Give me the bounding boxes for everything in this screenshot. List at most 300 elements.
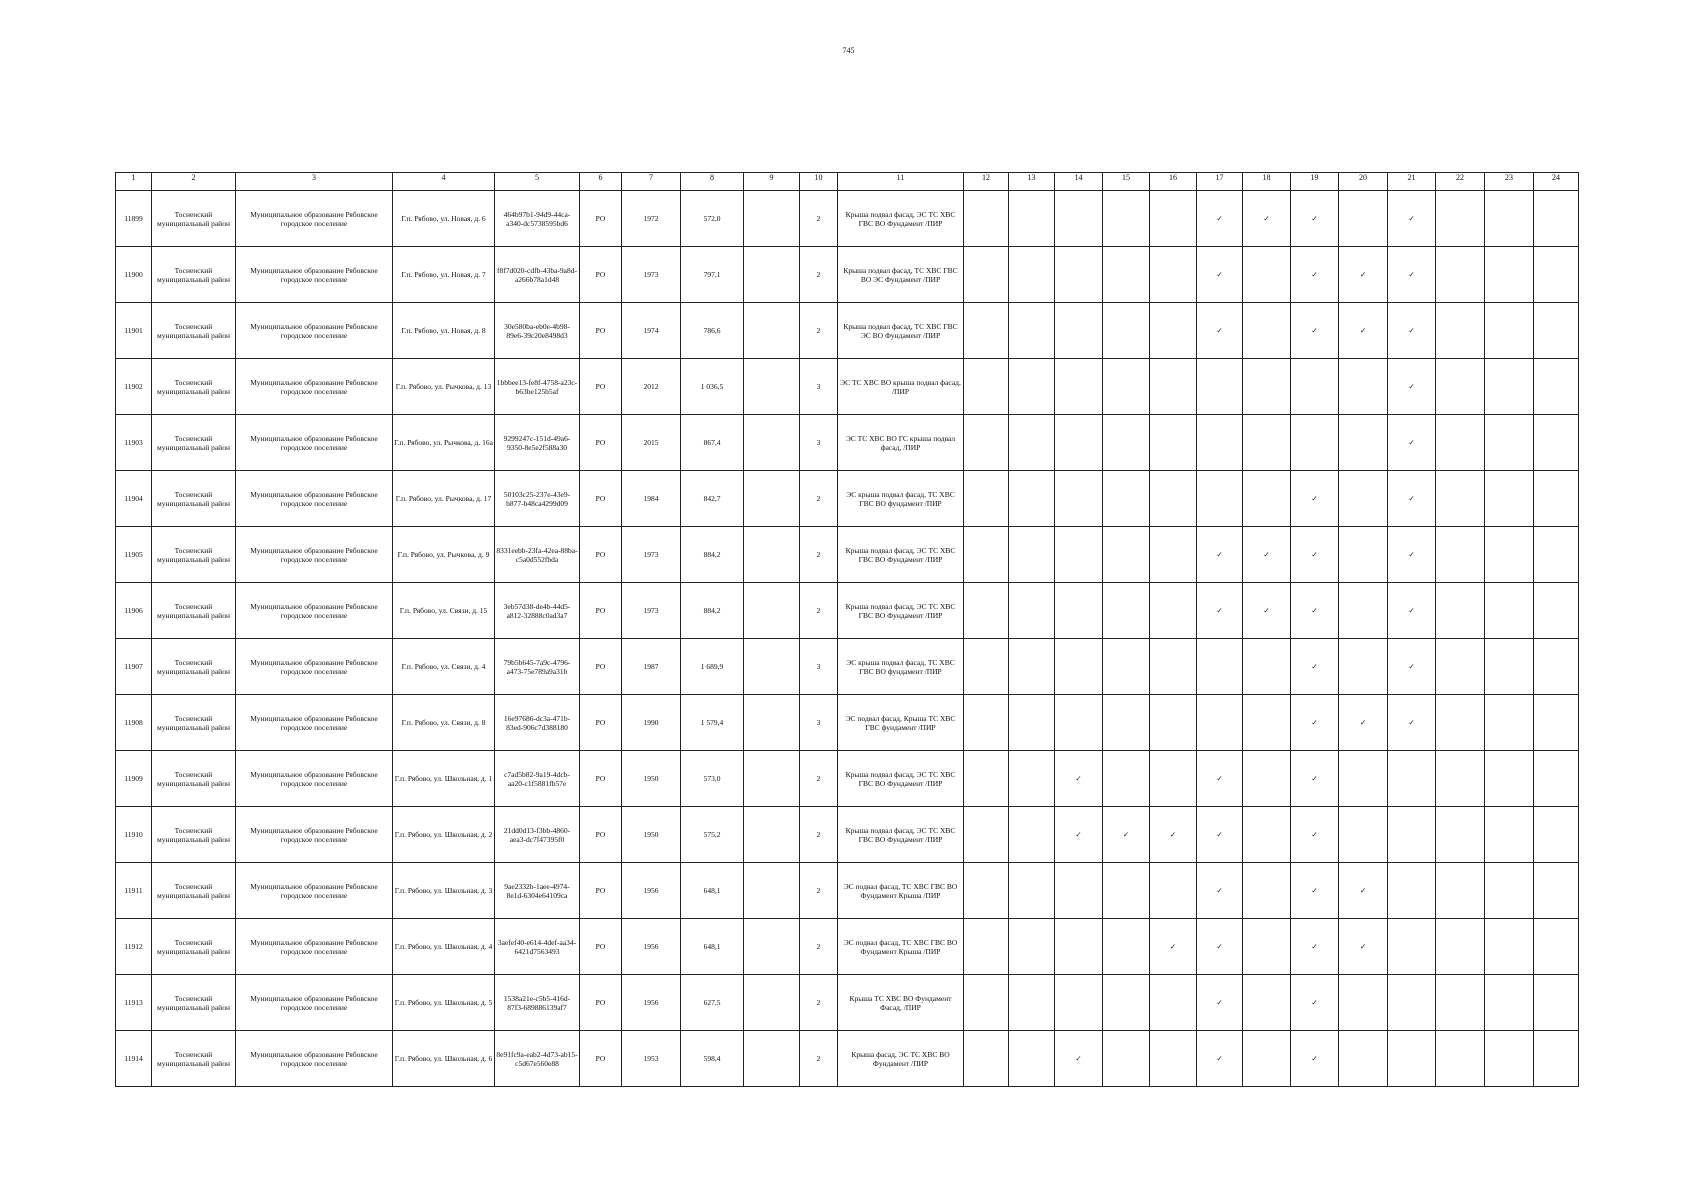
empty-cell: [964, 975, 1009, 1031]
year-cell: 1956: [622, 975, 681, 1031]
empty-cell: [1197, 359, 1243, 415]
empty-cell: [1009, 247, 1055, 303]
empty-cell: [1339, 471, 1388, 527]
empty-cell: [1534, 247, 1579, 303]
year-cell: 1950: [622, 751, 681, 807]
check-icon: ✓: [1243, 527, 1291, 583]
works-cell: Крыша ТС ХВС ВО Фундамент Фасад, /ПИР: [838, 975, 964, 1031]
year-cell: 1956: [622, 863, 681, 919]
district-cell: Тосненский муниципальный район: [152, 583, 236, 639]
empty-cell: [1534, 807, 1579, 863]
empty-cell: [964, 303, 1009, 359]
empty-cell: [1009, 975, 1055, 1031]
guid-cell: 8e91fc9a-eab2-4d73-ab15-c5d67e560e88: [495, 1031, 580, 1087]
column-header: 23: [1485, 173, 1534, 191]
check-icon: ✓: [1197, 863, 1243, 919]
empty-cell: [1436, 919, 1485, 975]
district-cell: Тосненский муниципальный район: [152, 303, 236, 359]
check-icon: ✓: [1197, 583, 1243, 639]
empty-cell: [1436, 471, 1485, 527]
empty-cell: [1534, 1031, 1579, 1087]
area-cell: 1 689,9: [681, 639, 744, 695]
municipality-cell: Муниципальное образование Рябовское городское поселение: [236, 303, 393, 359]
empty-cell: [1436, 863, 1485, 919]
empty-cell: [1243, 807, 1291, 863]
guid-cell: 9299247c-151d-49a6-9350-8e5e2f588a30: [495, 415, 580, 471]
table-row: [116, 583, 1579, 639]
column-header: 4: [393, 173, 495, 191]
address-cell: Г.п. Рябово, ул. Связи, д. 8: [393, 695, 495, 751]
empty-cell: [1055, 975, 1103, 1031]
empty-cell: [1055, 471, 1103, 527]
guid-cell: 50103c25-237e-43e9-b877-b48ca4299d09: [495, 471, 580, 527]
area-cell: 797,1: [681, 247, 744, 303]
address-cell: Г.п. Рябово, ул. Связи, д. 15: [393, 583, 495, 639]
check-icon: ✓: [1197, 1031, 1243, 1087]
empty-cell: [1150, 527, 1197, 583]
empty-cell: [1103, 863, 1150, 919]
check-icon: ✓: [1150, 919, 1197, 975]
empty-cell: [1339, 583, 1388, 639]
year-cell: 1974: [622, 303, 681, 359]
empty-cell: [1436, 807, 1485, 863]
district-cell: Тосненский муниципальный район: [152, 415, 236, 471]
municipality-cell: Муниципальное образование Рябовское городское поселение: [236, 1031, 393, 1087]
year-cell: 1990: [622, 695, 681, 751]
column-header: 1: [116, 173, 152, 191]
floors-cell: 2: [800, 1031, 838, 1087]
empty-cell: [1103, 975, 1150, 1031]
empty-cell: [1485, 583, 1534, 639]
column-9-cell: [744, 415, 800, 471]
empty-cell: [1485, 1031, 1534, 1087]
empty-cell: [1055, 415, 1103, 471]
empty-cell: [1055, 359, 1103, 415]
empty-cell: [1243, 303, 1291, 359]
municipality-cell: Муниципальное образование Рябовское городское поселение: [236, 751, 393, 807]
municipality-cell: Муниципальное образование Рябовское городское поселение: [236, 695, 393, 751]
column-9-cell: [744, 639, 800, 695]
type-cell: РО: [580, 863, 622, 919]
works-cell: Крыша подвал фасад, ЭС ТС ХВС ГВС ВО Фундамент /ПИР: [838, 191, 964, 247]
year-cell: 1972: [622, 191, 681, 247]
works-cell: ЭС подвал фасад, Крыша ТС ХВС ГВС фундамент /ПИР: [838, 695, 964, 751]
row-number: 11913: [116, 975, 152, 1031]
check-icon: ✓: [1388, 359, 1436, 415]
works-cell: Крыша подвал фасад, ЭС ТС ХВС ГВС ВО Фундамент /ПИР: [838, 583, 964, 639]
guid-cell: 1538a21e-c5b5-416d-87f3-689886139af7: [495, 975, 580, 1031]
works-cell: Крыша фасад, ЭС ТС ХВС ВО Фундамент /ПИР: [838, 1031, 964, 1087]
empty-cell: [1339, 191, 1388, 247]
empty-cell: [1485, 471, 1534, 527]
check-icon: ✓: [1388, 639, 1436, 695]
empty-cell: [1485, 975, 1534, 1031]
type-cell: РО: [580, 527, 622, 583]
area-cell: 1 579,4: [681, 695, 744, 751]
table-row: [116, 919, 1579, 975]
check-icon: ✓: [1291, 471, 1339, 527]
floors-cell: 2: [800, 863, 838, 919]
table-row: [116, 191, 1579, 247]
check-icon: ✓: [1388, 695, 1436, 751]
column-9-cell: [744, 863, 800, 919]
empty-cell: [1243, 359, 1291, 415]
empty-cell: [1009, 863, 1055, 919]
empty-cell: [1103, 415, 1150, 471]
empty-cell: [1339, 639, 1388, 695]
address-cell: Г.п. Рябово, ул. Связи, д. 4: [393, 639, 495, 695]
municipality-cell: Муниципальное образование Рябовское городское поселение: [236, 527, 393, 583]
check-icon: ✓: [1291, 303, 1339, 359]
empty-cell: [1534, 471, 1579, 527]
empty-cell: [1055, 191, 1103, 247]
empty-cell: [1243, 751, 1291, 807]
empty-cell: [1009, 919, 1055, 975]
empty-cell: [1534, 359, 1579, 415]
row-number: 11914: [116, 1031, 152, 1087]
empty-cell: [1485, 863, 1534, 919]
empty-cell: [1243, 919, 1291, 975]
row-number: 11908: [116, 695, 152, 751]
type-cell: РО: [580, 415, 622, 471]
empty-cell: [1534, 695, 1579, 751]
empty-cell: [1291, 415, 1339, 471]
empty-cell: [1436, 415, 1485, 471]
empty-cell: [1485, 303, 1534, 359]
empty-cell: [1436, 975, 1485, 1031]
check-icon: ✓: [1291, 919, 1339, 975]
empty-cell: [1534, 919, 1579, 975]
empty-cell: [1485, 919, 1534, 975]
guid-cell: 9ae2332b-1aee-4974-8e1d-6304e64109ca: [495, 863, 580, 919]
empty-cell: [1485, 191, 1534, 247]
municipality-cell: Муниципальное образование Рябовское городское поселение: [236, 247, 393, 303]
guid-cell: 1bbbee13-fe8f-4758-a23c-b63be125b5af: [495, 359, 580, 415]
empty-cell: [1103, 919, 1150, 975]
empty-cell: [1197, 639, 1243, 695]
column-9-cell: [744, 975, 800, 1031]
column-header: 17: [1197, 173, 1243, 191]
floors-cell: 2: [800, 471, 838, 527]
empty-cell: [1534, 639, 1579, 695]
area-cell: 786,6: [681, 303, 744, 359]
guid-cell: 8331eebb-23fa-42ea-88ba-c5a0d552fbda: [495, 527, 580, 583]
year-cell: 2015: [622, 415, 681, 471]
empty-cell: [1009, 527, 1055, 583]
check-icon: ✓: [1291, 583, 1339, 639]
works-cell: ЭС ТС ХВС ВО ГС крыша подвал фасад, /ПИР: [838, 415, 964, 471]
district-cell: Тосненский муниципальный район: [152, 863, 236, 919]
column-9-cell: [744, 527, 800, 583]
column-header: 2: [152, 173, 236, 191]
district-cell: Тосненский муниципальный район: [152, 807, 236, 863]
empty-cell: [1103, 247, 1150, 303]
address-cell: Г.п. Рябово, ул. Школьная, д. 1: [393, 751, 495, 807]
column-9-cell: [744, 695, 800, 751]
year-cell: 1984: [622, 471, 681, 527]
check-icon: ✓: [1291, 247, 1339, 303]
table-row: [116, 303, 1579, 359]
empty-cell: [1436, 527, 1485, 583]
address-cell: Г.п. Рябово, ул. Рычкова, д. 13: [393, 359, 495, 415]
row-number: 11902: [116, 359, 152, 415]
empty-cell: [1243, 639, 1291, 695]
column-9-cell: [744, 303, 800, 359]
empty-cell: [1339, 1031, 1388, 1087]
municipality-cell: Муниципальное образование Рябовское городское поселение: [236, 639, 393, 695]
year-cell: 1973: [622, 527, 681, 583]
district-cell: Тосненский муниципальный район: [152, 191, 236, 247]
column-header: 10: [800, 173, 838, 191]
empty-cell: [1009, 471, 1055, 527]
check-icon: ✓: [1150, 807, 1197, 863]
district-cell: Тосненский муниципальный район: [152, 639, 236, 695]
empty-cell: [1150, 863, 1197, 919]
column-header: 15: [1103, 173, 1150, 191]
floors-cell: 2: [800, 191, 838, 247]
empty-cell: [1150, 247, 1197, 303]
area-cell: 572,0: [681, 191, 744, 247]
row-number: 11905: [116, 527, 152, 583]
column-header: 14: [1055, 173, 1103, 191]
empty-cell: [1150, 583, 1197, 639]
check-icon: ✓: [1388, 247, 1436, 303]
guid-cell: 79b5b645-7a9c-4796-a473-75e789a9a31b: [495, 639, 580, 695]
year-cell: 2012: [622, 359, 681, 415]
table-row: [116, 695, 1579, 751]
empty-cell: [1534, 303, 1579, 359]
empty-cell: [1055, 919, 1103, 975]
address-cell: Г.п. Рябово, ул. Школьная, д. 4: [393, 919, 495, 975]
column-header: 13: [1009, 173, 1055, 191]
empty-cell: [1103, 303, 1150, 359]
empty-cell: [1485, 807, 1534, 863]
check-icon: ✓: [1291, 863, 1339, 919]
year-cell: 1987: [622, 639, 681, 695]
empty-cell: [1243, 415, 1291, 471]
column-9-cell: [744, 471, 800, 527]
empty-cell: [964, 471, 1009, 527]
address-cell: Г.п. Рябово, ул. Школьная, д. 3: [393, 863, 495, 919]
floors-cell: 2: [800, 919, 838, 975]
guid-cell: 3aefef40-e614-4def-aa34-6421d7563493: [495, 919, 580, 975]
floors-cell: 2: [800, 303, 838, 359]
empty-cell: [1534, 191, 1579, 247]
table-row: [116, 471, 1579, 527]
empty-cell: [1485, 527, 1534, 583]
year-cell: 1953: [622, 1031, 681, 1087]
guid-cell: 30e580ba-eb0e-4b98-89e6-39c20e8498d3: [495, 303, 580, 359]
floors-cell: 3: [800, 415, 838, 471]
area-cell: 573,0: [681, 751, 744, 807]
guid-cell: 21dd0d13-f3bb-4860-aea3-dc7f47395f0: [495, 807, 580, 863]
empty-cell: [1103, 639, 1150, 695]
column-header: 20: [1339, 173, 1388, 191]
empty-cell: [1339, 359, 1388, 415]
empty-cell: [964, 1031, 1009, 1087]
empty-cell: [1009, 303, 1055, 359]
empty-cell: [1485, 415, 1534, 471]
works-cell: ЭС подвал фасад, ТС ХВС ГВС ВО Фундамент Крыша /ПИР: [838, 863, 964, 919]
empty-cell: [1055, 639, 1103, 695]
empty-cell: [1243, 1031, 1291, 1087]
empty-cell: [1103, 527, 1150, 583]
check-icon: ✓: [1339, 303, 1388, 359]
check-icon: ✓: [1388, 303, 1436, 359]
address-cell: Г.п. Рябово, ул. Школьная, д. 6: [393, 1031, 495, 1087]
year-cell: 1956: [622, 919, 681, 975]
empty-cell: [1243, 247, 1291, 303]
check-icon: ✓: [1388, 527, 1436, 583]
table-row: [116, 527, 1579, 583]
check-icon: ✓: [1103, 807, 1150, 863]
guid-cell: 16e97686-dc3a-471b-83ed-906c7d388180: [495, 695, 580, 751]
column-header: 6: [580, 173, 622, 191]
empty-cell: [1485, 247, 1534, 303]
empty-cell: [1436, 751, 1485, 807]
column-header: 16: [1150, 173, 1197, 191]
address-cell: Г.п. Рябово, ул. Новая, д. 8: [393, 303, 495, 359]
check-icon: ✓: [1197, 751, 1243, 807]
empty-cell: [1534, 975, 1579, 1031]
address-cell: Г.п. Рябово, ул. Новая, д. 6: [393, 191, 495, 247]
empty-cell: [1009, 639, 1055, 695]
empty-cell: [1291, 359, 1339, 415]
check-icon: ✓: [1339, 863, 1388, 919]
check-icon: ✓: [1055, 807, 1103, 863]
empty-cell: [1150, 303, 1197, 359]
column-9-cell: [744, 807, 800, 863]
address-cell: Г.п. Рябово, ул. Рычкова, д. 17: [393, 471, 495, 527]
row-number: 11907: [116, 639, 152, 695]
empty-cell: [1055, 303, 1103, 359]
empty-cell: [1485, 639, 1534, 695]
row-number: 11912: [116, 919, 152, 975]
empty-cell: [1534, 527, 1579, 583]
empty-cell: [964, 919, 1009, 975]
empty-cell: [1103, 751, 1150, 807]
check-icon: ✓: [1055, 751, 1103, 807]
column-header: 7: [622, 173, 681, 191]
column-header: 5: [495, 173, 580, 191]
area-cell: 598,4: [681, 1031, 744, 1087]
empty-cell: [964, 639, 1009, 695]
empty-cell: [1103, 471, 1150, 527]
table-body: [116, 191, 1579, 1087]
municipality-cell: Муниципальное образование Рябовское городское поселение: [236, 583, 393, 639]
district-cell: Тосненский муниципальный район: [152, 527, 236, 583]
year-cell: 1973: [622, 583, 681, 639]
column-9-cell: [744, 583, 800, 639]
register-table: [115, 172, 1579, 1087]
floors-cell: 2: [800, 583, 838, 639]
check-icon: ✓: [1197, 303, 1243, 359]
type-cell: РО: [580, 807, 622, 863]
row-number: 11900: [116, 247, 152, 303]
empty-cell: [1009, 359, 1055, 415]
check-icon: ✓: [1197, 191, 1243, 247]
floors-cell: 2: [800, 975, 838, 1031]
table-row: [116, 359, 1579, 415]
table-row: [116, 247, 1579, 303]
district-cell: Тосненский муниципальный район: [152, 919, 236, 975]
check-icon: ✓: [1055, 1031, 1103, 1087]
check-icon: ✓: [1291, 807, 1339, 863]
column-9-cell: [744, 359, 800, 415]
empty-cell: [1436, 303, 1485, 359]
empty-cell: [1150, 975, 1197, 1031]
column-header: 22: [1436, 173, 1485, 191]
district-cell: Тосненский муниципальный район: [152, 247, 236, 303]
column-header: 18: [1243, 173, 1291, 191]
empty-cell: [1103, 695, 1150, 751]
empty-cell: [1339, 807, 1388, 863]
column-9-cell: [744, 919, 800, 975]
empty-cell: [1150, 695, 1197, 751]
row-number: 11904: [116, 471, 152, 527]
empty-cell: [1485, 751, 1534, 807]
column-header: 24: [1534, 173, 1579, 191]
area-cell: 648,1: [681, 919, 744, 975]
type-cell: РО: [580, 639, 622, 695]
municipality-cell: Муниципальное образование Рябовское городское поселение: [236, 191, 393, 247]
check-icon: ✓: [1291, 751, 1339, 807]
row-number: 11901: [116, 303, 152, 359]
floors-cell: 3: [800, 359, 838, 415]
area-cell: 842,7: [681, 471, 744, 527]
empty-cell: [1388, 751, 1436, 807]
works-cell: ЭС подвал фасад, ТС ХВС ГВС ВО Фундамент Крыша /ПИР: [838, 919, 964, 975]
empty-cell: [1009, 191, 1055, 247]
empty-cell: [964, 415, 1009, 471]
check-icon: ✓: [1291, 1031, 1339, 1087]
check-icon: ✓: [1197, 807, 1243, 863]
column-9-cell: [744, 1031, 800, 1087]
type-cell: РО: [580, 751, 622, 807]
address-cell: Г.п. Рябово, ул. Рычкова, д. 9: [393, 527, 495, 583]
empty-cell: [1485, 695, 1534, 751]
address-cell: Г.п. Рябово, ул. Школьная, д. 5: [393, 975, 495, 1031]
empty-cell: [1339, 415, 1388, 471]
area-cell: 884,2: [681, 583, 744, 639]
check-icon: ✓: [1291, 191, 1339, 247]
empty-cell: [1150, 639, 1197, 695]
check-icon: ✓: [1388, 583, 1436, 639]
table-row: [116, 751, 1579, 807]
empty-cell: [1436, 695, 1485, 751]
guid-cell: f8f7d020-cdfb-43ba-9a8d-a266b78a1d48: [495, 247, 580, 303]
municipality-cell: Муниципальное образование Рябовское городское поселение: [236, 471, 393, 527]
row-number: 11906: [116, 583, 152, 639]
empty-cell: [1009, 1031, 1055, 1087]
type-cell: РО: [580, 919, 622, 975]
empty-cell: [1103, 191, 1150, 247]
area-cell: 648,1: [681, 863, 744, 919]
row-number: 11911: [116, 863, 152, 919]
empty-cell: [1197, 471, 1243, 527]
empty-cell: [1055, 527, 1103, 583]
district-cell: Тосненский муниципальный район: [152, 975, 236, 1031]
empty-cell: [1436, 1031, 1485, 1087]
empty-cell: [1388, 807, 1436, 863]
floors-cell: 2: [800, 751, 838, 807]
check-icon: ✓: [1291, 975, 1339, 1031]
municipality-cell: Муниципальное образование Рябовское городское поселение: [236, 863, 393, 919]
empty-cell: [1436, 191, 1485, 247]
check-icon: ✓: [1243, 583, 1291, 639]
floors-cell: 2: [800, 527, 838, 583]
empty-cell: [1534, 751, 1579, 807]
